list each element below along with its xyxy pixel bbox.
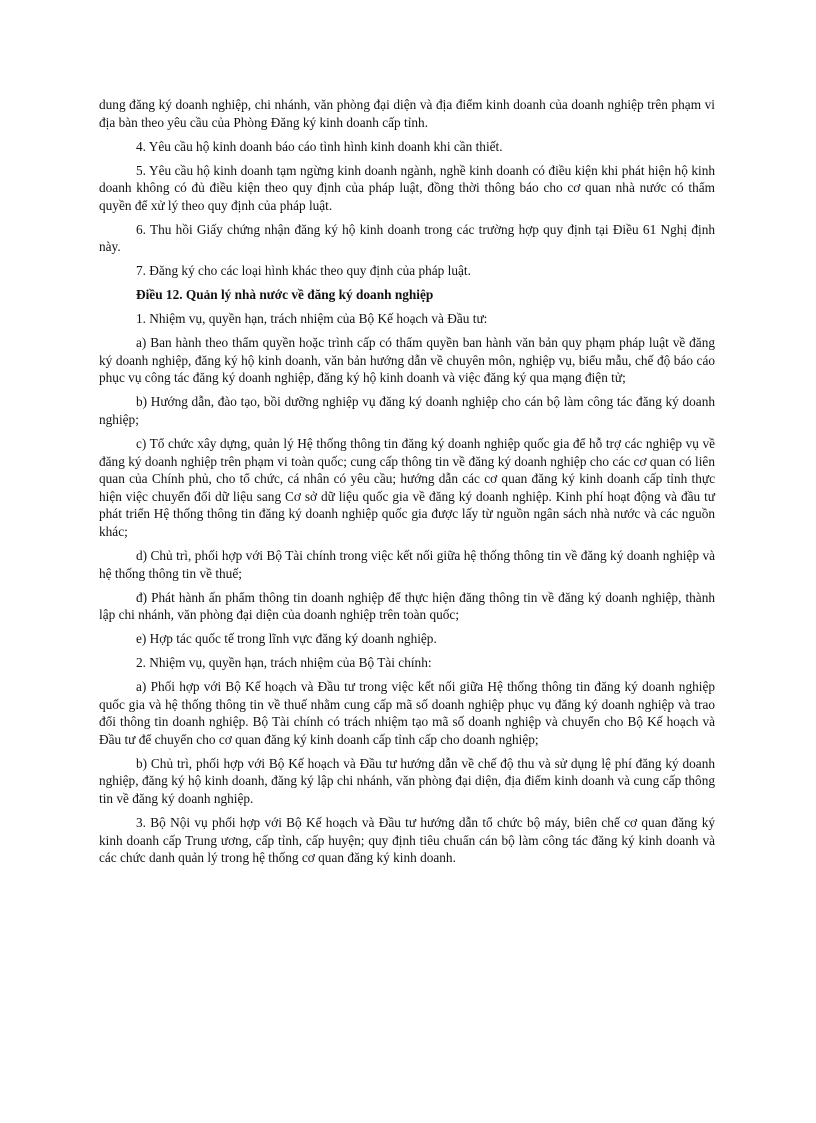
section-1-ministry-planning: 1. Nhiệm vụ, quyền hạn, trách nhiệm của Bộ Kế hoạch và Đầu tư: — [136, 311, 488, 327]
section-3-ministry-home-affairs: 3. Bộ Nội vụ phối hợp với Bộ Kế hoạch và Đầu tư hướng dẫn tổ chức bộ máy, biên chế cơ quan đăng ký kinh doanh cấp Trung ương, cấp tỉnh, cấp huyện; quy định tiêu chuẩn cán bộ làm công tác đăng ký kinh doanh và các chức danh quản lý trong hệ thống cơ quan đăng ký kinh doanh. — [99, 815, 715, 866]
document-page — [99, 96, 715, 873]
clause-2b: b) Chủ trì, phối hợp với Bộ Kế hoạch và Đầu tư hướng dẫn về chế độ thu và sử dụng lệ phí đăng ký doanh nghiệp, đăng ký hộ kinh doanh, đăng ký lập chi nhánh, văn phòng đại diện, địa điểm kinh doanh và cung cấp thông tin về đăng ký doanh nghiệp. — [99, 755, 715, 807]
clause-1a: a) Ban hành theo thẩm quyền hoặc trình cấp có thẩm quyền ban hành văn bản quy phạm pháp luật về đăng ký doanh nghiệp, đăng ký hộ kinh doanh, văn bản hướng dẫn về chuyên môn, nghiệp vụ, biểu mẫu, chế độ báo cáo phục vụ công tác đăng ký doanh nghiệp, đăng ký hộ kinh doanh và việc đăng ký qua mạng điện tử; — [99, 335, 715, 386]
article-12-heading: Điều 12. Quản lý nhà nước về đăng ký doanh nghiệp — [136, 287, 434, 303]
paragraph-item-6: 6. Thu hồi Giấy chứng nhận đăng ký hộ kinh doanh trong các trường hợp quy định tại Điều 61 Nghị định này. — [99, 221, 715, 255]
clause-1d: d) Chủ trì, phối hợp với Bộ Tài chính trong việc kết nối giữa hệ thống thông tin về đăng ký doanh nghiệp và hệ thống thông tin về thuế; — [99, 547, 715, 581]
clause-1e: e) Hợp tác quốc tế trong lĩnh vực đăng ký doanh nghiệp. — [136, 631, 437, 647]
clause-2a: a) Phối hợp với Bộ Kế hoạch và Đầu tư trong việc kết nối giữa Hệ thống thông tin đăng ký doanh nghiệp quốc gia và hệ thống thông tin về thuế nhằm cung cấp mã số doanh nghiệp phục vụ đăng ký doanh nghiệp và trao đổi thông tin doanh nghiệp. Bộ Tài chính có trách nhiệm tạo mã số doanh nghiệp và chuyển cho Bộ Kế hoạch và Đầu tư để chuyển cho cơ quan đăng ký kinh doanh cấp tỉnh cấp cho doanh nghiệp; — [99, 679, 715, 747]
clause-1dd: đ) Phát hành ấn phẩm thông tin doanh nghiệp để thực hiện đăng thông tin về đăng ký doanh nghiệp, thành lập chi nhánh, văn phòng đại diện của doanh nghiệp trên toàn quốc; — [99, 589, 715, 623]
clause-1c: c) Tổ chức xây dựng, quản lý Hệ thống thông tin đăng ký doanh nghiệp quốc gia để hỗ trợ các nghiệp vụ về đăng ký doanh nghiệp trên phạm vi toàn quốc; cung cấp thông tin về đăng ký doanh nghiệp cho các cơ quan có liên quan của Chính phủ, cho tổ chức, cá nhân có yêu cầu; hướng dẫn các cơ quan đăng ký kinh doanh cấp tỉnh thực hiện việc chuyển đổi dữ liệu sang Cơ sở dữ liệu quốc gia về đăng ký doanh nghiệp. Kinh phí hoạt động và đầu tư phát triển Hệ thống thông tin đăng ký doanh nghiệp quốc gia được lấy từ nguồn ngân sách nhà nước và các nguồn khác; — [99, 436, 715, 539]
paragraph-item-4: 4. Yêu cầu hộ kinh doanh báo cáo tình hình kinh doanh khi cần thiết. — [136, 138, 503, 154]
section-2-ministry-finance: 2. Nhiệm vụ, quyền hạn, trách nhiệm của Bộ Tài chính: — [136, 655, 432, 671]
clause-1b: b) Hướng dẫn, đào tạo, bồi dưỡng nghiệp vụ đăng ký doanh nghiệp cho cán bộ làm công tác đăng ký doanh nghiệp; — [99, 394, 715, 428]
paragraph-item-5: 5. Yêu cầu hộ kinh doanh tạm ngừng kinh doanh ngành, nghề kinh doanh có điều kiện khi phát hiện hộ kinh doanh không có đủ điều kiện theo quy định của pháp luật, đồng thời thông báo cho cơ quan nhà nước có thẩm quyền để xử lý theo quy định của pháp luật. — [99, 162, 715, 213]
paragraph-continuation: dung đăng ký doanh nghiệp, chi nhánh, văn phòng đại diện và địa điểm kinh doanh của doanh nghiệp trên phạm vi địa bàn theo yêu cầu của Phòng Đăng ký kinh doanh cấp tỉnh. — [99, 97, 715, 130]
paragraph-item-7: 7. Đăng ký cho các loại hình khác theo quy định của pháp luật. — [136, 263, 471, 279]
